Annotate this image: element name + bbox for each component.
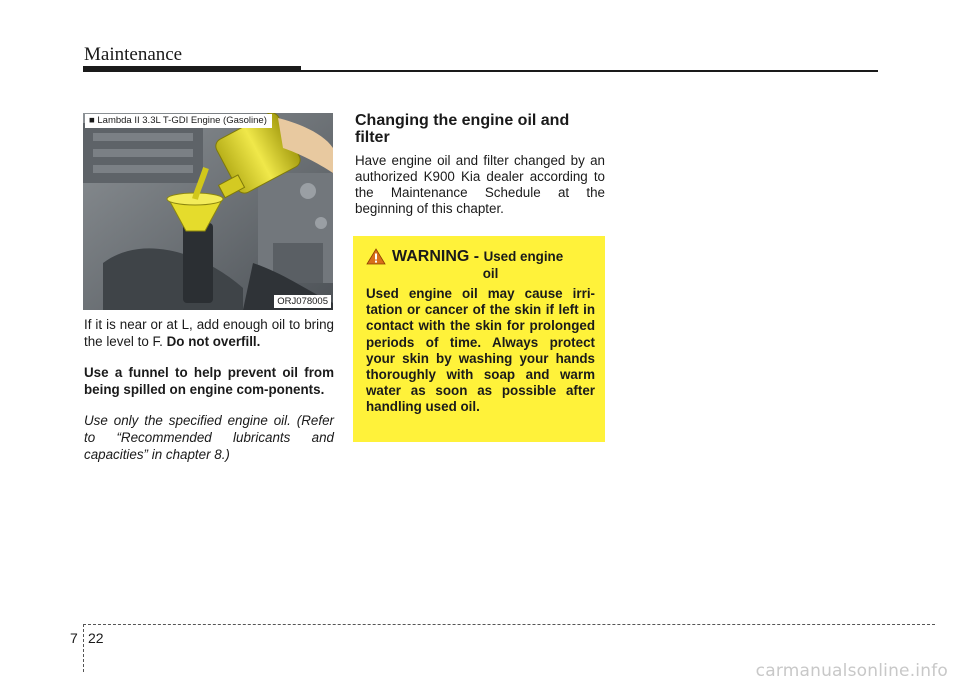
- warning-subtitle-line2: oil: [482, 266, 499, 281]
- header-rule-thin: [301, 70, 878, 72]
- paragraph-funnel: Use a funnel to help prevent oil from being spilled on engine com-ponents.: [84, 365, 334, 397]
- warning-header: [366, 248, 595, 266]
- section-heading: Changing the engine oil and filter: [355, 112, 570, 146]
- warning-box: [353, 236, 605, 442]
- watermark: carmanualsonline.info: [755, 661, 948, 681]
- header-rule-thick: [83, 66, 301, 72]
- page-number: 22: [88, 630, 104, 646]
- figure-code: ORJ078005: [274, 295, 331, 308]
- footer-divider: [83, 624, 84, 672]
- figure-caption: ■ Lambda II 3.3L T-GDI Engine (Gasoline): [85, 114, 272, 128]
- warning-text: Used engine oil may cause irri-tation or cancer of the skin if left in contact with the skin for prolonged periods of time. Always protect your skin by washing your hands thoroughly with soap and warm water as soon as possible after handling used oil.: [366, 286, 595, 415]
- page-header-title: Maintenance: [84, 44, 183, 65]
- warning-triangle-icon: [366, 248, 386, 265]
- chapter-number: 7: [70, 630, 78, 646]
- warning-title: WARNING -: [392, 248, 480, 265]
- left-column-text: [84, 316, 334, 477]
- add-oil-text: If it is near or at L, add enough oil to bring the level to F.: [84, 317, 334, 349]
- paragraph-add-oil: [84, 316, 334, 350]
- footer-rule: [83, 624, 935, 625]
- engine-oil-figure: [83, 113, 333, 310]
- paragraph-specified-oil: Use only the specified engine oil. (Refer to “Recommended lubricants and capacities” in chapter 8.): [84, 413, 334, 462]
- engine-oil-illustration: [83, 113, 333, 310]
- section-body: Have engine oil and filter changed by an authorized K900 Kia dealer according to the Maintenance Schedule at the beginning of this chapter.: [355, 153, 605, 216]
- warning-subtitle-line1: Used engine: [483, 249, 564, 264]
- do-not-overfill-text: Do not overfill.: [166, 334, 261, 349]
